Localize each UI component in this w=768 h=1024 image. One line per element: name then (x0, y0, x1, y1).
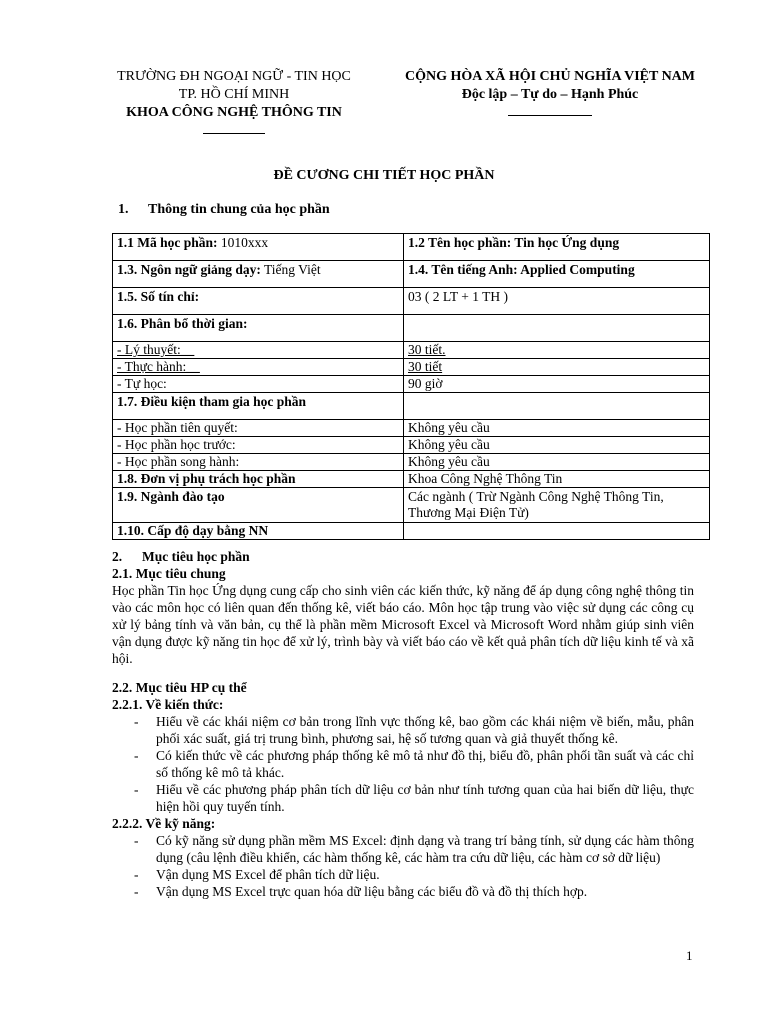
prior-course-label: - Học phần học trước: (113, 437, 404, 454)
table-cell (113, 393, 404, 420)
document-title: ĐỀ CƯƠNG CHI TIẾT HỌC PHẦN (273, 168, 495, 183)
self-study-label: - Tự học: (113, 376, 404, 393)
table-cell (404, 315, 710, 342)
header-left-rule (203, 133, 265, 134)
table-cell (113, 315, 404, 342)
english-name-value: Applied Computing (517, 262, 635, 277)
table-row (113, 261, 710, 288)
table-cell (404, 523, 710, 540)
skills-heading: 2.2.2. Về kỹ năng: (112, 816, 216, 831)
national-motto: Độc lập – Tự do – Hạnh Phúc (461, 87, 639, 102)
course-name-label: 1.2 Tên học phần: (408, 235, 512, 250)
skills-item-1: Có kỹ năng sử dụng phần mềm MS Excel: định dạng và trang trí bảng tính, sử dụng các hàm thông dụng (câu lệnh điều khiển, các hàm thống kê, các hàm tra cứu dữ liệu, các hàm cơ sở dữ liệu) (156, 833, 694, 865)
list-item: - Hiểu về các phương pháp phân tích dữ liệu cơ bản như tính tương quan của hai biến dữ liệu, thực hiện hồi quy tuyến tính. (134, 782, 694, 814)
theory-value: 30 tiết. (404, 342, 710, 359)
faculty-name: KHOA CÔNG NGHỆ THÔNG TIN (126, 105, 342, 120)
table-row (113, 437, 710, 454)
skills-item-3: Vận dụng MS Excel trực quan hóa dữ liệu bằng các biểu đồ và đồ thị thích hợp. (156, 884, 588, 899)
skills-list (112, 832, 694, 900)
major-label: 1.9. Ngành đào tạo (117, 489, 225, 504)
practice-label: - Thực hành:__ (113, 359, 404, 376)
specific-objectives-heading: 2.2. Mục tiêu HP cụ thể (112, 680, 247, 695)
credits-label: 1.5. Số tín chỉ: (117, 289, 200, 304)
knowledge-heading: 2.2.1. Về kiến thức: (112, 697, 224, 712)
language-value: Tiếng Việt (260, 262, 321, 277)
knowledge-list (112, 713, 694, 815)
general-objective-text: Học phần Tin học Ứng dụng cung cấp cho sinh viên các kiến thức, kỹ năng để áp dụng công nghệ thông tin vào các môn học có liên quan đến thống kê, viết báo cáo. Môn học tập trung vào việc sử dụng các công cụ xử lý bảng tính và văn bản, cụ thể là phần mềm Microsoft Excel và Microsoft Word nhằm giúp sinh viên vận dụng được kỹ năng tin học để xử lý, trình bày và viết báo cáo về kết quả phân tích dữ liệu kinh tế và xã hội. (112, 583, 694, 666)
knowledge-item-3: Hiểu về các phương pháp phân tích dữ liệu cơ bản như tính tương quan của hai biến dữ liệu, thực hiện hồi quy tuyến tính. (156, 782, 694, 814)
course-objectives (112, 548, 694, 900)
table-cell (113, 523, 404, 540)
knowledge-item-2: Có kiến thức về các phương pháp thống kê mô tả như đồ thị, biểu đồ, phân phối tần suất và các chỉ số thống kê mô tả khác. (156, 748, 694, 780)
table-row (113, 454, 710, 471)
self-study-value: 90 giờ (404, 376, 710, 393)
section-1-title: Thông tin chung của học phần (148, 202, 330, 217)
section-2-number: 2. (112, 549, 123, 564)
language-label: 1.3. Ngôn ngữ giảng dạy: (117, 262, 261, 277)
knowledge-item-1: Hiểu về các khái niệm cơ bản trong lĩnh vực thống kê, bao gồm các khái niệm về biến, mẫu, phân phối xác suất, giá trị trung bình, phương sai, hệ số tương quan và giả thuyết thống kê. (156, 714, 694, 746)
major-value: Các ngành ( Trừ Ngành Công Nghệ Thông Tin, Thương Mại Điện Tử) (404, 488, 710, 523)
table-cell (113, 261, 404, 288)
university-city: TP. HỒ CHÍ MINH (178, 87, 290, 102)
general-objective-heading: 2.1. Mục tiêu chung (112, 566, 226, 581)
course-info-table (112, 233, 710, 540)
list-item: - Có kỹ năng sử dụng phần mềm MS Excel: định dạng và trang trí bảng tính, sử dụng các hàm thông dụng (câu lệnh điều khiển, các hàm thống kê, các hàm tra cứu dữ liệu, các hàm cơ sở dữ liệu) (134, 833, 694, 865)
table-row (113, 234, 710, 261)
course-code-label: 1.1 Mã học phần: (117, 235, 218, 250)
parallel-course-value: Không yêu cầu (404, 454, 710, 471)
time-allocation-label: 1.6. Phân bổ thời gian: (117, 316, 248, 331)
course-name-value: Tin học Ứng dụng (511, 235, 620, 250)
national-header (380, 68, 720, 122)
prerequisites-label: 1.7. Điều kiện tham gia học phần (117, 394, 307, 409)
table-cell (404, 234, 710, 261)
table-cell (113, 471, 404, 488)
prior-course-value: Không yêu cầu (404, 437, 710, 454)
list-item: - Có kiến thức về các phương pháp thống kê mô tả như đồ thị, biểu đồ, phân phối tần suất và các chỉ số thống kê mô tả khác. (134, 748, 694, 780)
table-cell (113, 288, 404, 315)
table-row (113, 376, 710, 393)
responsible-unit-label: 1.8. Đơn vị phụ trách học phần (117, 471, 296, 486)
table-row (113, 488, 710, 523)
table-row (113, 471, 710, 488)
prerequisite-course-value: Không yêu cầu (404, 420, 710, 437)
table-row (113, 359, 710, 376)
course-code-value: 1010xxx (217, 235, 269, 250)
list-item: - Vận dụng MS Excel trực quan hóa dữ liệu bằng các biểu đồ và đồ thị thích hợp. (134, 884, 588, 899)
national-title: CỘNG HÒA XÃ HỘI CHỦ NGHĨA VIỆT NAM (404, 69, 695, 84)
table-cell (404, 393, 710, 420)
section-1-heading (118, 202, 330, 218)
table-cell (113, 488, 404, 523)
table-row (113, 315, 710, 342)
header-right-rule (508, 115, 592, 116)
skills-item-2: Vận dụng MS Excel để phân tích dữ liệu. (156, 867, 380, 882)
table-cell (113, 234, 404, 261)
responsible-unit-value: Khoa Công Nghệ Thông Tin (404, 471, 710, 488)
table-row (113, 342, 710, 359)
section-2-title: Mục tiêu học phần (142, 549, 250, 564)
table-row (113, 393, 710, 420)
credits-value: 03 ( 2 LT + 1 TH ) (404, 288, 710, 315)
practice-value: 30 tiết (404, 359, 710, 376)
university-header (84, 68, 384, 140)
page-number: 1 (686, 948, 693, 963)
english-name-label: 1.4. Tên tiếng Anh: (408, 262, 518, 277)
list-item: - Vận dụng MS Excel để phân tích dữ liệu. (134, 867, 380, 882)
table-row (113, 420, 710, 437)
table-row (113, 523, 710, 540)
table-row (113, 288, 710, 315)
list-item: - Hiểu về các khái niệm cơ bản trong lĩnh vực thống kê, bao gồm các khái niệm về biến, mẫu, phân phối xác suất, giá trị trung bình, phương sai, hệ số tương quan và giả thuyết thống kê. (134, 714, 694, 746)
section-2-heading (112, 548, 694, 565)
parallel-course-label: - Học phần song hành: (113, 454, 404, 471)
section-1-number: 1. (118, 202, 129, 217)
language-level-label: 1.10. Cấp độ dạy bằng NN (117, 523, 269, 538)
theory-label: - Lý thuyết:__ (113, 342, 404, 359)
table-cell (404, 261, 710, 288)
prerequisite-course-label: - Học phần tiên quyết: (113, 420, 404, 437)
university-name: TRƯỜNG ĐH NGOẠI NGỮ - TIN HỌC (117, 69, 351, 84)
